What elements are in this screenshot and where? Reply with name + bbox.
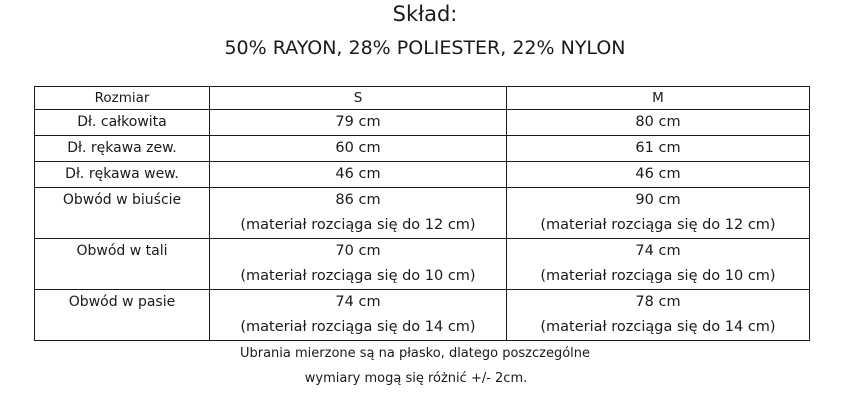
value-m-line: 80 cm xyxy=(635,114,681,130)
value-s-note: (materiał rozciąga się do 12 cm) xyxy=(240,217,476,233)
value-m-line: 61 cm xyxy=(635,140,681,156)
row-label: Dł. rękawa wew. xyxy=(35,162,210,188)
value-m xyxy=(507,239,810,290)
measurement-note-line-2: wymiary mogą się różnić +/- 2cm. xyxy=(304,371,528,386)
value-m-note: (materiał rozciąga się do 12 cm) xyxy=(540,217,776,233)
header-size-label: Rozmiar xyxy=(35,87,210,110)
value-s-line: 74 cm xyxy=(335,294,381,310)
value-s-line: 79 cm xyxy=(335,114,381,130)
value-s-note: (materiał rozciąga się do 14 cm) xyxy=(240,319,476,335)
row-label: Obwód w tali xyxy=(35,239,210,290)
value-m-line: 74 cm xyxy=(635,243,681,259)
value-s xyxy=(210,136,507,162)
value-m xyxy=(507,110,810,136)
value-m xyxy=(507,136,810,162)
value-s xyxy=(210,290,507,341)
value-m-line: 90 cm xyxy=(635,192,681,208)
row-label: Dł. całkowita xyxy=(35,110,210,136)
header-size-m: M xyxy=(507,87,810,110)
measurement-note-line-1: Ubrania mierzone są na płasko, dlatego poszczególne xyxy=(239,346,591,361)
value-s-line: 46 cm xyxy=(335,166,381,182)
table-row xyxy=(35,188,810,239)
size-table xyxy=(34,86,810,341)
size-table-header-row xyxy=(35,87,810,110)
value-s-line: 70 cm xyxy=(335,243,381,259)
composition-title: Skład: xyxy=(392,2,458,26)
value-m-line: 46 cm xyxy=(635,166,681,182)
header-size-s: S xyxy=(210,87,507,110)
value-s xyxy=(210,188,507,239)
value-s xyxy=(210,162,507,188)
table-row xyxy=(35,290,810,341)
table-row xyxy=(35,239,810,290)
value-m xyxy=(507,188,810,239)
row-label: Obwód w pasie xyxy=(35,290,210,341)
value-s-line: 60 cm xyxy=(335,140,381,156)
value-m xyxy=(507,290,810,341)
table-row xyxy=(35,110,810,136)
value-s xyxy=(210,110,507,136)
row-label: Dł. rękawa zew. xyxy=(35,136,210,162)
value-m-note: (materiał rozciąga się do 14 cm) xyxy=(540,319,776,335)
value-s xyxy=(210,239,507,290)
value-m xyxy=(507,162,810,188)
value-s-note: (materiał rozciąga się do 10 cm) xyxy=(240,268,476,284)
value-m-note: (materiał rozciąga się do 10 cm) xyxy=(540,268,776,284)
table-row xyxy=(35,162,810,188)
row-label: Obwód w biuście xyxy=(35,188,210,239)
value-m-line: 78 cm xyxy=(635,294,681,310)
table-row xyxy=(35,136,810,162)
composition-text: 50% RAYON, 28% POLIESTER, 22% NYLON xyxy=(224,37,626,59)
value-s-line: 86 cm xyxy=(335,192,381,208)
